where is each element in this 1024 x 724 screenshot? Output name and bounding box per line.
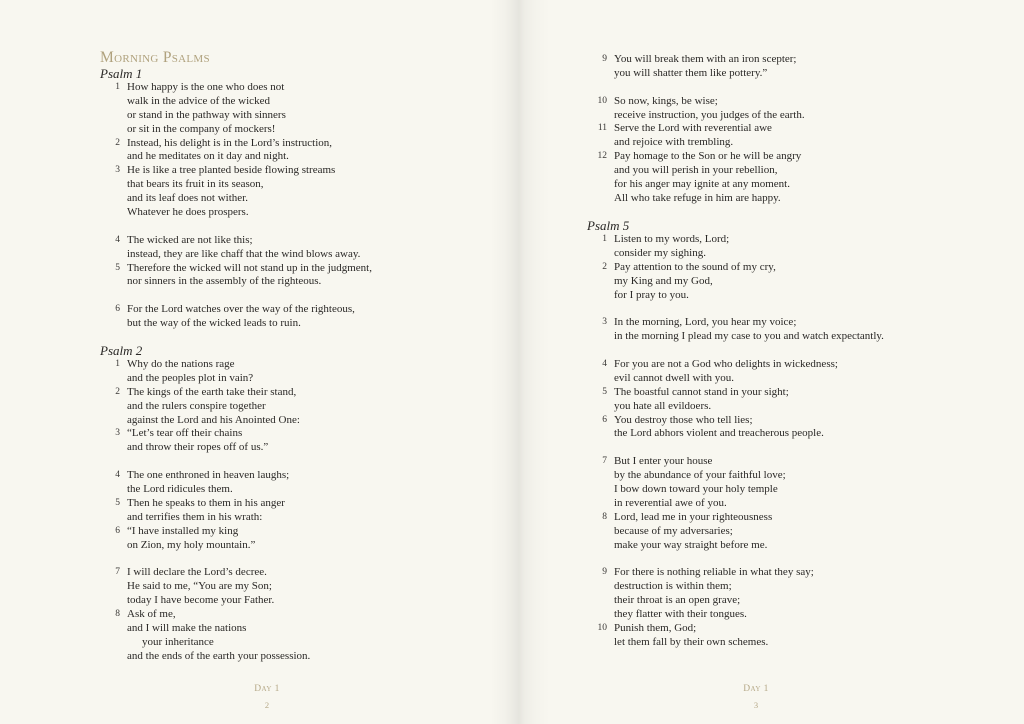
verse-text: on Zion, my holy mountain.” xyxy=(127,538,256,551)
psalm-title: Psalm 1 xyxy=(100,66,143,81)
verse-number: 4 xyxy=(115,234,120,245)
verse-number: 5 xyxy=(115,497,120,508)
verse-text: The boastful cannot stand in your sight; xyxy=(614,385,789,398)
book-gutter-shadow xyxy=(490,0,550,724)
verse-text: All who take refuge in him are happy. xyxy=(614,191,781,204)
psalm-title: Psalm 5 xyxy=(587,218,630,233)
verse-text: you will shatter them like pottery.” xyxy=(614,66,768,79)
verse-text: that bears its fruit in its season, xyxy=(127,178,264,191)
verse-number: 1 xyxy=(115,82,120,92)
verse-text: Lord, lead me in your righteousness xyxy=(614,510,773,523)
verse-text: walk in the advice of the wicked xyxy=(127,94,270,107)
verse-text: I will declare the Lord’s decree. xyxy=(127,566,267,579)
verse-text: and he meditates on it day and night. xyxy=(127,150,289,163)
verse-text: but the way of the wicked leads to ruin. xyxy=(127,317,301,330)
right-page xyxy=(512,0,1024,724)
verse-text: The wicked are not like this; xyxy=(127,233,253,246)
verse-text: in reverential awe of you. xyxy=(614,496,727,509)
verse-number: 10 xyxy=(597,95,607,106)
verse-text: consider my sighing. xyxy=(614,246,706,259)
verse-number: 5 xyxy=(115,262,120,273)
day-label: Day 1 xyxy=(254,684,280,694)
verse-text: for his anger may ignite at any moment. xyxy=(614,178,790,191)
verse-number: 2 xyxy=(602,261,607,272)
verse-text: In the morning, Lord, you hear my voice; xyxy=(614,316,797,329)
verse-text: for I pray to you. xyxy=(614,288,689,301)
verse-text: You will break them with an iron scepter; xyxy=(614,53,797,65)
verse-text: Punish them, God; xyxy=(614,621,697,634)
verse-text: Serve the Lord with reverential awe xyxy=(614,122,772,135)
verse-number: 2 xyxy=(115,137,120,148)
verse-text: in the morning I plead my case to you and watch expectantly. xyxy=(614,330,884,343)
verse-text: the Lord ridicules them. xyxy=(127,483,233,496)
verse-text: or sit in the company of mockers! xyxy=(127,122,276,135)
verse-number: 3 xyxy=(115,165,120,176)
verse-text: receive instruction, you judges of the earth. xyxy=(614,108,805,121)
verse-text: nor sinners in the assembly of the righteous. xyxy=(127,275,322,288)
verse-text: your inheritance xyxy=(142,635,214,648)
verse-text: Why do the nations rage xyxy=(127,358,235,370)
verse-text: because of my adversaries; xyxy=(614,524,733,537)
verse-text: and throw their ropes off of us.” xyxy=(127,441,269,454)
verse-text: let them fall by their own schemes. xyxy=(614,635,769,648)
verse-text: But I enter your house xyxy=(614,455,713,468)
verse-text: and the ends of the earth your possession. xyxy=(127,649,311,662)
verse-number: 6 xyxy=(115,525,120,536)
verse-number: 6 xyxy=(115,304,120,315)
verse-number: 12 xyxy=(597,151,607,162)
verse-text: I bow down toward your holy temple xyxy=(614,483,778,496)
verse-text: Instead, his delight is in the Lord’s instruction, xyxy=(127,136,333,149)
verse-text: and I will make the nations xyxy=(127,621,247,634)
verse-text: He is like a tree planted beside flowing streams xyxy=(127,164,336,177)
verse-text: the Lord abhors violent and treacherous people. xyxy=(614,427,824,440)
verse-text: instead, they are like chaff that the wind blows away. xyxy=(127,247,361,260)
verse-number: 1 xyxy=(115,359,120,369)
verse-number: 5 xyxy=(602,386,607,397)
verse-number: 7 xyxy=(115,567,120,578)
verse-text: today I have become your Father. xyxy=(127,594,275,607)
verse-text: and the rulers conspire together xyxy=(127,399,266,412)
verse-number: 4 xyxy=(602,359,607,370)
verse-text: For there is nothing reliable in what they say; xyxy=(614,566,814,579)
verse-text: evil cannot dwell with you. xyxy=(614,371,735,384)
verse-number: 2 xyxy=(115,386,120,397)
verse-text: Listen to my words, Lord; xyxy=(614,233,730,245)
verse-text: How happy is the one who does not xyxy=(127,81,285,93)
verse-text: make your way straight before me. xyxy=(614,538,768,551)
page-footer xyxy=(706,683,806,711)
verse-number: 4 xyxy=(115,470,120,481)
verse-number: 9 xyxy=(602,54,607,64)
verse-text: they flatter with their tongues. xyxy=(614,608,747,621)
section-title: Morning Psalms xyxy=(100,49,210,66)
verse-number: 8 xyxy=(602,511,607,522)
page-number: 2 xyxy=(264,700,270,710)
verse-number: 3 xyxy=(115,428,120,439)
verse-text: and rejoice with trembling. xyxy=(614,136,734,149)
verse-number: 6 xyxy=(602,414,607,425)
verse-text: by the abundance of your faithful love; xyxy=(614,469,786,482)
page-footer xyxy=(217,683,317,711)
verse-number: 11 xyxy=(597,123,607,134)
verse-text: He said to me, “You are my Son; xyxy=(127,580,272,593)
verse-text: The one enthroned in heaven laughs; xyxy=(127,469,290,482)
page-number: 3 xyxy=(753,700,759,710)
verse-text: and you will perish in your rebellion, xyxy=(614,164,778,177)
verse-text: For the Lord watches over the way of the righteous, xyxy=(127,303,355,316)
verse-text: and terrifies them in his wrath: xyxy=(127,510,263,523)
verse-text: “I have installed my king xyxy=(127,524,239,537)
verse-text: Ask of me, xyxy=(127,608,176,621)
verse-text: Then he speaks to them in his anger xyxy=(127,496,285,509)
verse-text: their throat is an open grave; xyxy=(614,594,741,607)
verse-text: and its leaf does not wither. xyxy=(127,192,248,205)
verse-number: 10 xyxy=(597,622,607,633)
verse-text: or stand in the pathway with sinners xyxy=(127,108,286,121)
verse-text: destruction is within them; xyxy=(614,580,732,593)
verse-number: 9 xyxy=(602,567,607,578)
verse-number: 7 xyxy=(602,456,607,467)
verse-text: Pay attention to the sound of my cry, xyxy=(614,260,776,273)
verse-text: you hate all evildoers. xyxy=(614,399,712,412)
verse-text: “Let’s tear off their chains xyxy=(127,427,243,440)
verse-text: Whatever he does prospers. xyxy=(127,206,249,219)
verse-number: 8 xyxy=(115,609,120,620)
day-label: Day 1 xyxy=(743,684,769,694)
verse-text: Pay homage to the Son or he will be angry xyxy=(614,150,802,163)
verse-text: Therefore the wicked will not stand up in the judgment, xyxy=(127,261,372,274)
verse-text: You destroy those who tell lies; xyxy=(614,413,753,426)
verse-text: So now, kings, be wise; xyxy=(614,94,718,107)
psalm-title: Psalm 2 xyxy=(100,343,143,358)
verse-text: and the peoples plot in vain? xyxy=(127,371,254,384)
verse-text: For you are not a God who delights in wickedness; xyxy=(614,358,838,371)
verse-text: against the Lord and his Anointed One: xyxy=(127,413,300,426)
verse-text: my King and my God, xyxy=(614,274,713,287)
verse-number: 3 xyxy=(602,317,607,328)
verse-number: 1 xyxy=(602,234,607,244)
verse-text: The kings of the earth take their stand, xyxy=(127,385,297,398)
